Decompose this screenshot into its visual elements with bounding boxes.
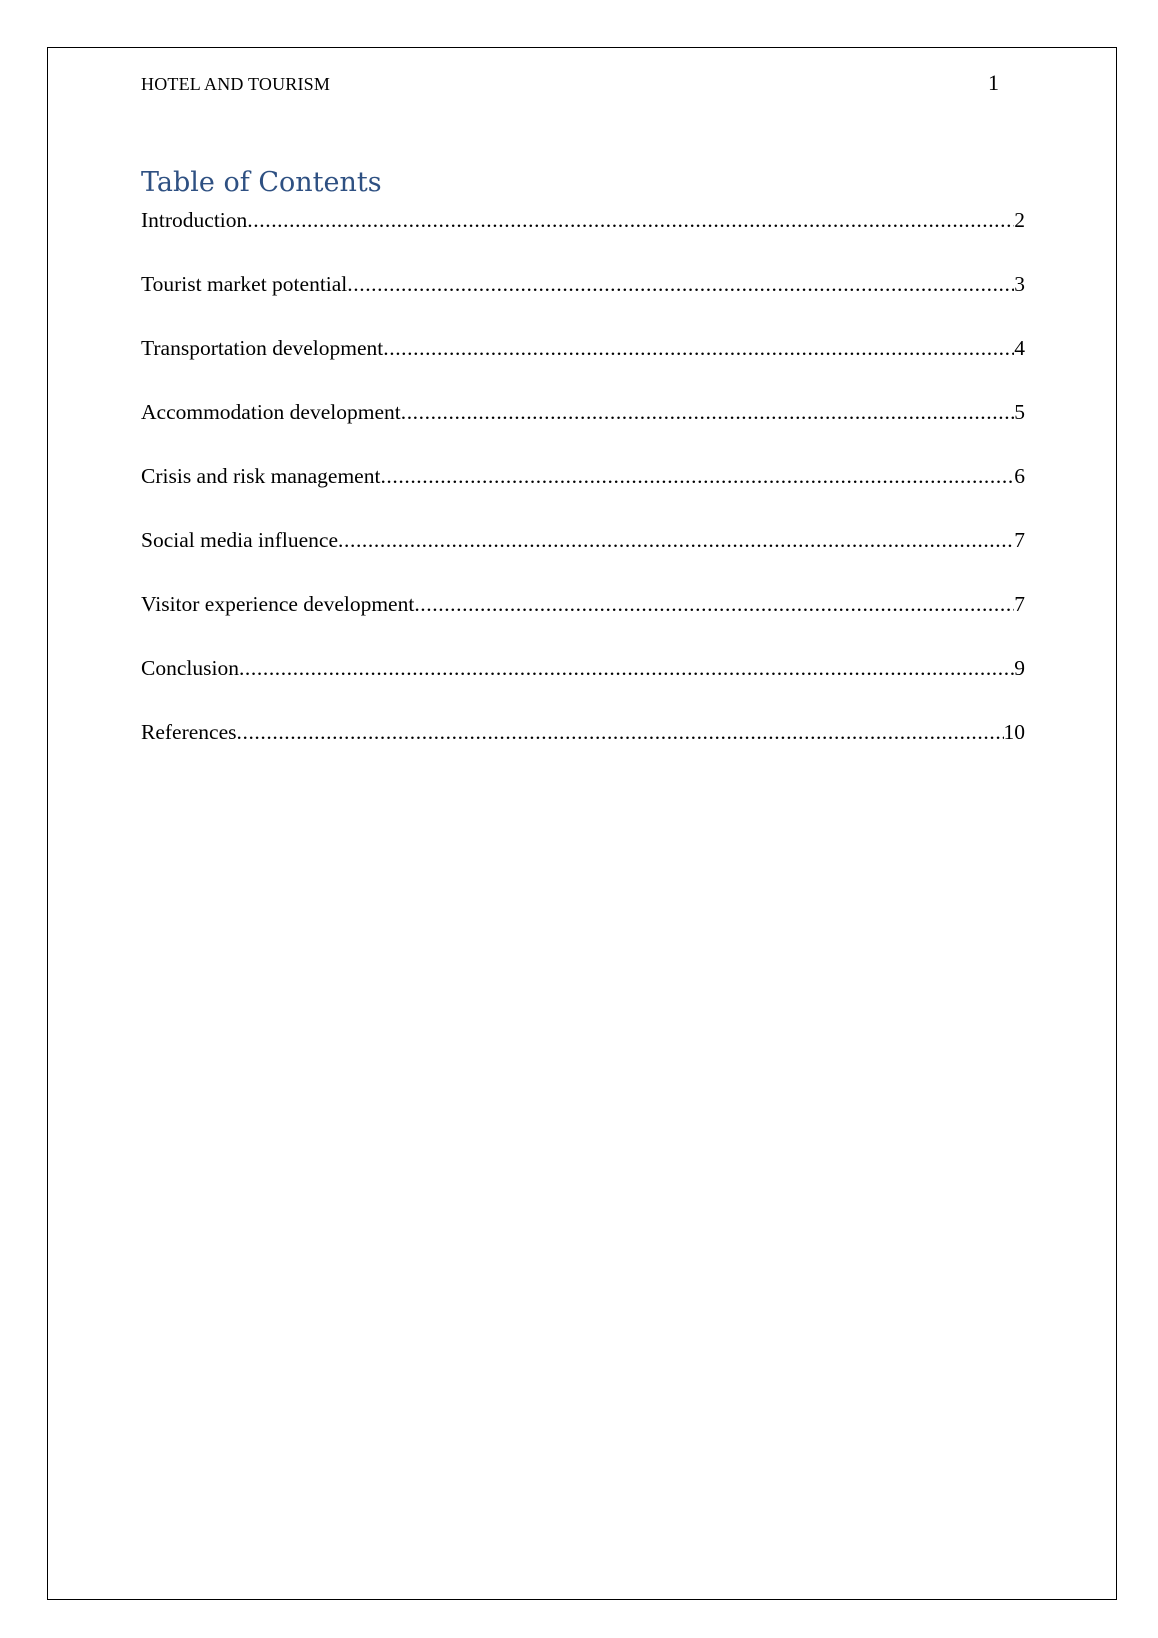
toc-entry-title: Tourist market potential <box>141 272 348 296</box>
toc-entry-title: Introduction <box>141 208 248 232</box>
toc-entry-page: 7 <box>1014 592 1025 616</box>
toc-entry-visitor-experience-development[interactable] <box>141 591 1025 655</box>
toc-entry-page: 3 <box>1014 272 1025 296</box>
toc-dot-leader <box>338 527 1014 553</box>
toc-dot-leader <box>401 399 1015 425</box>
toc-entry-accommodation-development[interactable] <box>141 399 1025 463</box>
toc-entry-title: Crisis and risk management <box>141 464 381 488</box>
toc-entry-page: 5 <box>1014 400 1025 424</box>
toc-entry-title: Conclusion <box>141 656 239 680</box>
toc-heading: Table of Contents <box>141 167 382 198</box>
toc-entry-conclusion[interactable] <box>141 655 1025 719</box>
toc-entry-title: References <box>141 720 237 744</box>
toc-entry-crisis-and-risk-management[interactable] <box>141 463 1025 527</box>
toc-entry-introduction[interactable] <box>141 207 1025 271</box>
toc-dot-leader <box>237 719 1004 745</box>
toc-dot-leader <box>239 655 1014 681</box>
toc-dot-leader <box>347 271 1014 297</box>
toc-entry-social-media-influence[interactable] <box>141 527 1025 591</box>
toc-entry-page: 4 <box>1014 336 1025 360</box>
toc-entry-page: 7 <box>1014 528 1025 552</box>
toc-dot-leader <box>414 591 1014 617</box>
toc-entry-tourist-market-potential[interactable] <box>141 271 1025 335</box>
toc-dot-leader <box>247 207 1014 233</box>
toc-entry-references[interactable] <box>141 719 1025 783</box>
running-head: HOTEL AND TOURISM <box>141 74 331 94</box>
toc-entry-title: Accommodation development <box>141 400 401 424</box>
toc-entry-page: 2 <box>1014 208 1025 232</box>
toc-list <box>141 207 1025 783</box>
toc-entry-title: Social media influence <box>141 528 339 552</box>
toc-dot-leader <box>380 463 1014 489</box>
toc-dot-leader <box>383 335 1014 361</box>
toc-entry-page: 6 <box>1014 464 1025 488</box>
toc-entry-title: Transportation development <box>141 336 384 360</box>
toc-entry-transportation-development[interactable] <box>141 335 1025 399</box>
page-number: 1 <box>988 70 999 95</box>
toc-entry-title: Visitor experience development <box>141 592 415 616</box>
toc-entry-page: 10 <box>1003 720 1025 744</box>
toc-entry-page: 9 <box>1014 656 1025 680</box>
